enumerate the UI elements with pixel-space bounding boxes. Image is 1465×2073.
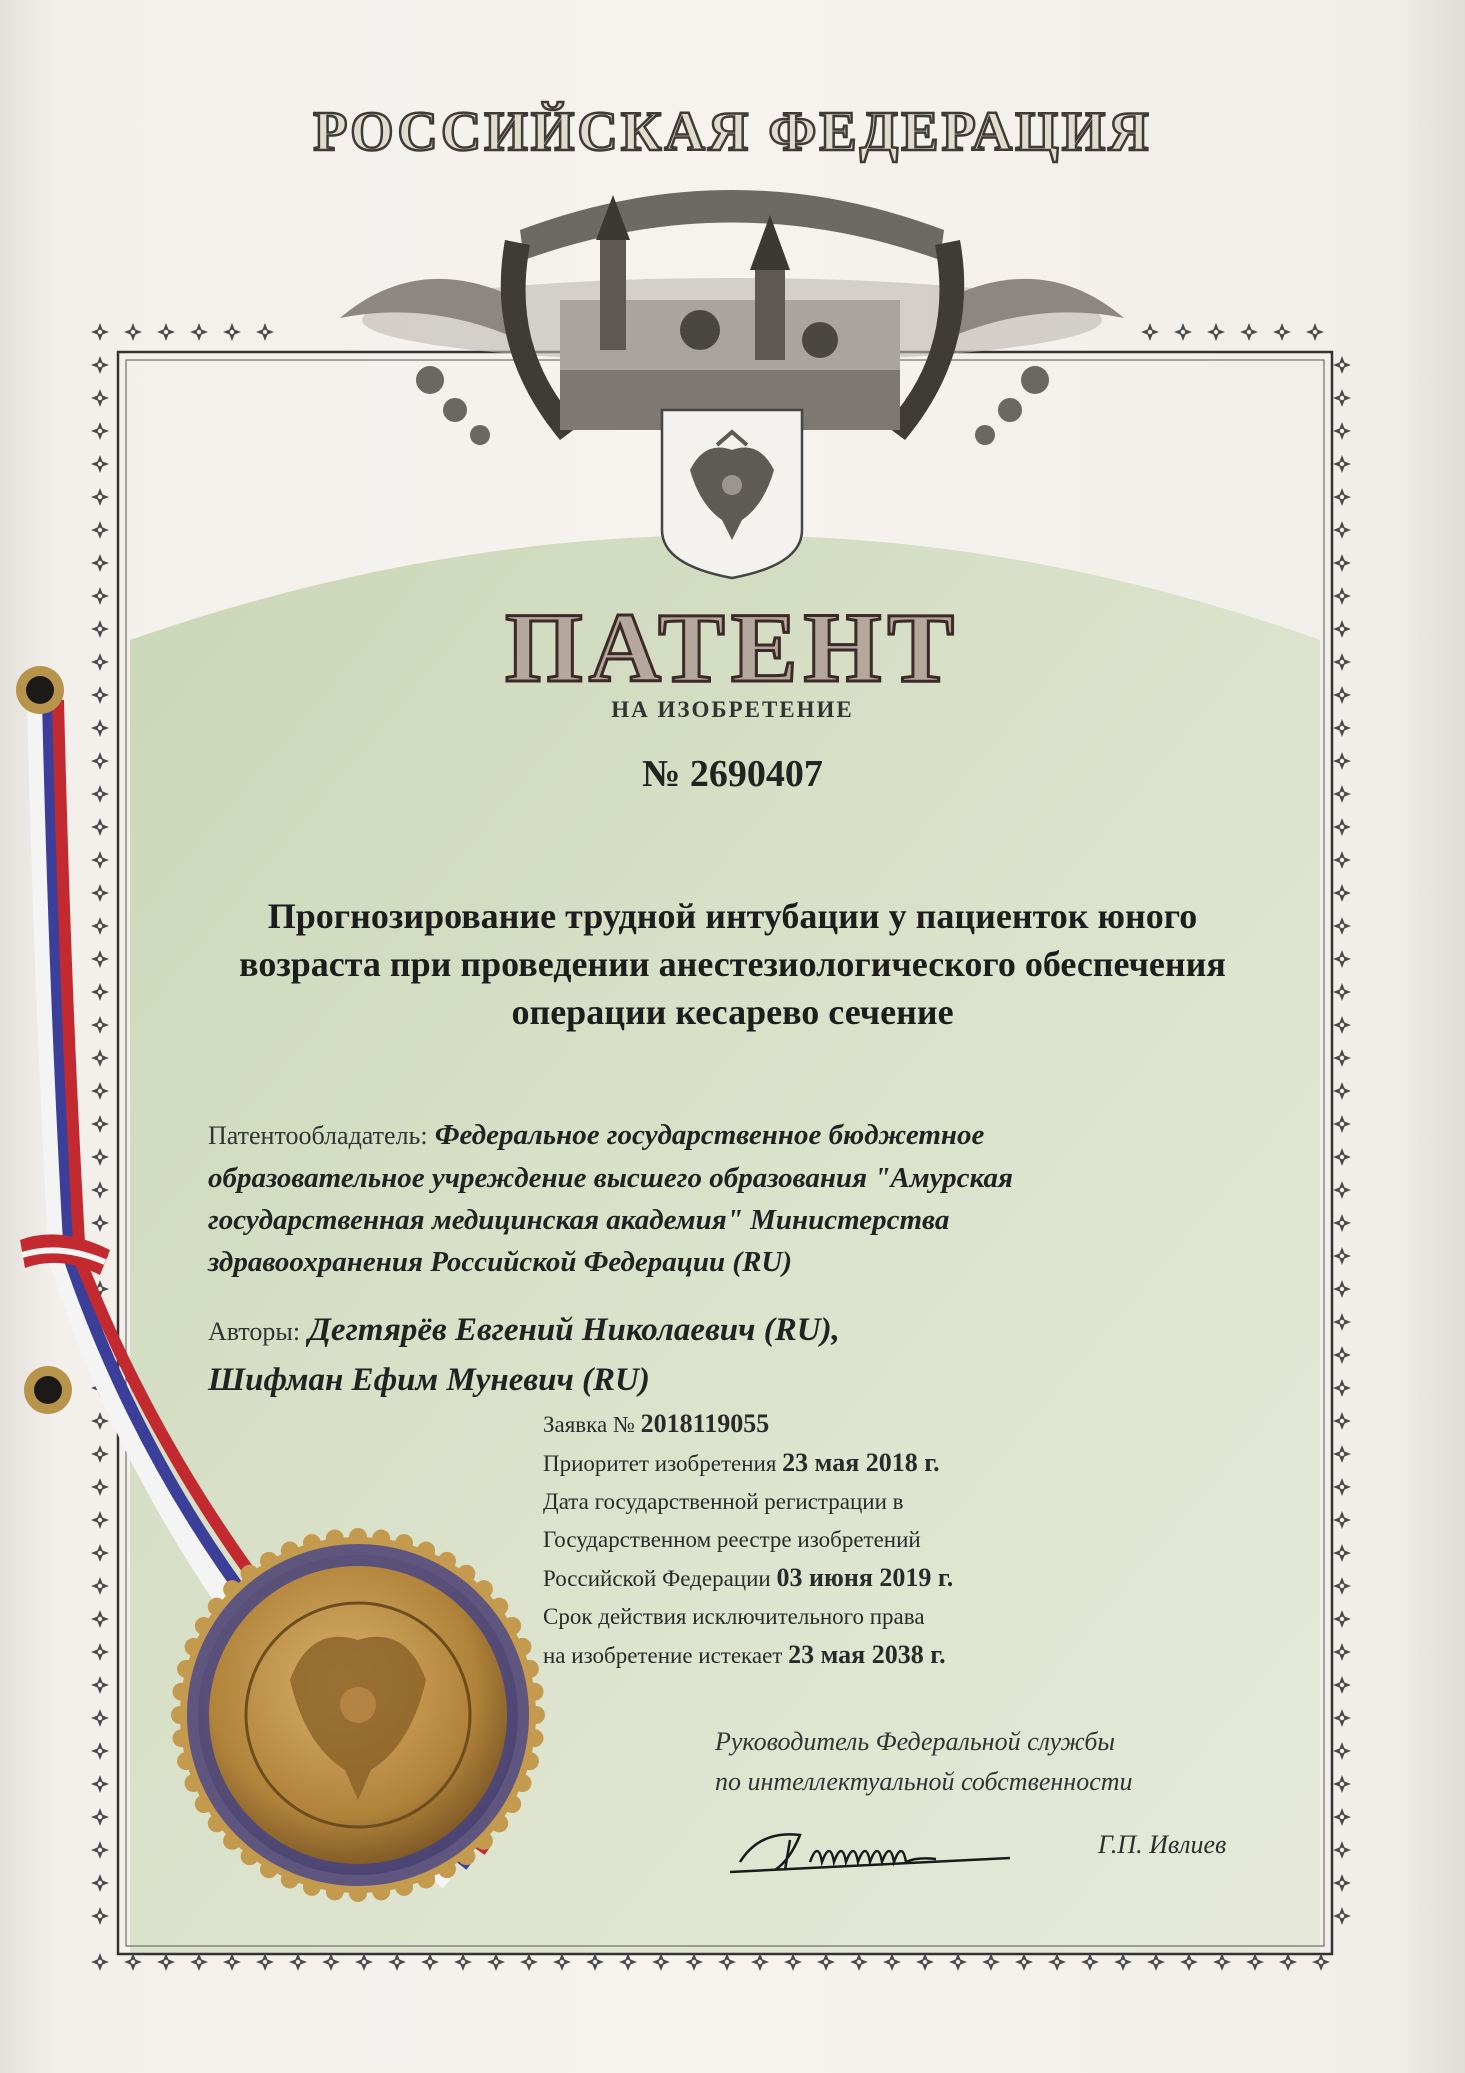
border-star — [91, 1610, 109, 1628]
border-star — [91, 488, 109, 506]
border-star — [1333, 1874, 1351, 1892]
signatory-position — [715, 1722, 1215, 1802]
border-star — [1333, 488, 1351, 506]
border-star — [223, 323, 241, 341]
invention-title-line: возраста при проведении анестезиологического обеспечения — [239, 944, 1226, 984]
seal-edge-tooth — [525, 1729, 543, 1747]
border-star — [949, 1953, 967, 1971]
seal-edge-tooth — [171, 1706, 189, 1724]
border-star — [256, 323, 274, 341]
border-star — [487, 1953, 505, 1971]
seal-edge-tooth — [173, 1683, 191, 1701]
border-star — [1141, 323, 1159, 341]
seal-edge-tooth — [349, 1528, 367, 1546]
border-star — [1333, 1082, 1351, 1100]
border-star — [91, 1478, 109, 1496]
seal-edge-tooth — [525, 1683, 543, 1701]
border-star — [91, 950, 109, 968]
border-star — [91, 884, 109, 902]
border-star — [1333, 1016, 1351, 1034]
application-number: 2018119055 — [640, 1409, 770, 1438]
border-star — [1333, 455, 1351, 473]
border-star — [91, 422, 109, 440]
registration-text: Дата государственной регистрации в — [543, 1489, 904, 1514]
border-star — [91, 554, 109, 572]
border-star — [91, 1082, 109, 1100]
border-star — [1333, 1511, 1351, 1529]
border-star — [1333, 1643, 1351, 1661]
seal-icon — [171, 1528, 545, 1902]
border-star — [850, 1953, 868, 1971]
border-star — [1333, 1544, 1351, 1562]
border-star — [91, 983, 109, 1001]
holder-label: Патентообладатель: — [208, 1121, 428, 1150]
border-star — [718, 1953, 736, 1971]
border-star — [1333, 1214, 1351, 1232]
registration-text: Государственном реестре изобретений — [543, 1527, 921, 1552]
border-star — [157, 323, 175, 341]
border-star — [916, 1953, 934, 1971]
border-star — [91, 1808, 109, 1826]
border-star — [157, 1953, 175, 1971]
border-star — [520, 1953, 538, 1971]
document-type: ПАТЕНТ — [504, 592, 961, 703]
border-star — [1333, 1742, 1351, 1760]
seal-edge-tooth — [372, 1530, 390, 1548]
border-star — [1333, 818, 1351, 836]
border-star — [91, 1643, 109, 1661]
seal-edge-tooth — [173, 1729, 191, 1747]
border-star — [388, 1953, 406, 1971]
border-star — [751, 1953, 769, 1971]
border-star — [190, 1953, 208, 1971]
border-star — [91, 1874, 109, 1892]
border-star — [91, 455, 109, 473]
border-star — [1333, 1148, 1351, 1166]
border-star — [91, 356, 109, 374]
border-star — [1333, 884, 1351, 902]
border-star — [91, 1016, 109, 1034]
border-star — [1333, 1379, 1351, 1397]
border-star — [91, 1841, 109, 1859]
border-star — [91, 521, 109, 539]
border-star — [91, 323, 109, 341]
border-star — [883, 1953, 901, 1971]
seal-edge-tooth — [349, 1884, 367, 1902]
border-star — [1081, 1953, 1099, 1971]
border-star — [1333, 422, 1351, 440]
border-star — [1333, 1247, 1351, 1265]
border-star — [1333, 1478, 1351, 1496]
border-star — [91, 1577, 109, 1595]
signatory-position-line: по интеллектуальной собственности — [715, 1767, 1133, 1796]
border-star — [421, 1953, 439, 1971]
seal-edge-tooth — [372, 1882, 390, 1900]
border-star — [1114, 1953, 1132, 1971]
term-text: на изобретение истекает — [543, 1643, 783, 1668]
border-star — [1333, 1049, 1351, 1067]
authors — [208, 1306, 1208, 1404]
border-star — [1333, 1709, 1351, 1727]
border-star — [91, 917, 109, 935]
border-star — [223, 1953, 241, 1971]
border-star — [256, 1953, 274, 1971]
holder-name-line: государственная медицинская академия" Министерства — [208, 1204, 950, 1236]
double-headed-eagle-coat-of-arms-icon — [662, 410, 802, 578]
border-star — [91, 1445, 109, 1463]
border-star — [91, 1412, 109, 1430]
registration-date: 03 июня 2019 г. — [776, 1563, 954, 1592]
border-star — [1213, 1953, 1231, 1971]
border-star — [1240, 323, 1258, 341]
border-star — [1306, 323, 1324, 341]
border-star — [91, 1742, 109, 1760]
border-star — [1333, 1313, 1351, 1331]
border-star — [619, 1953, 637, 1971]
border-star — [586, 1953, 604, 1971]
country-name: РОССИЙСКАЯ ФЕДЕРАЦИЯ — [313, 101, 1152, 163]
border-star — [817, 1953, 835, 1971]
holder-name-line: образовательное учреждение высшего образования "Амурская — [208, 1162, 1013, 1194]
border-star — [1180, 1953, 1198, 1971]
border-star — [124, 323, 142, 341]
signatory-position-line: Руководитель Федеральной службы — [715, 1727, 1116, 1756]
priority-label: Приоритет изобретения — [543, 1451, 777, 1476]
border-star — [1333, 521, 1351, 539]
application-label: Заявка № — [543, 1412, 635, 1437]
border-star — [322, 1953, 340, 1971]
border-star — [91, 1214, 109, 1232]
seal-edge-tooth — [527, 1706, 545, 1724]
border-star — [1333, 917, 1351, 935]
border-star — [1333, 851, 1351, 869]
border-star — [454, 1953, 472, 1971]
border-star — [91, 1511, 109, 1529]
border-star — [91, 818, 109, 836]
border-star — [91, 1181, 109, 1199]
patent-number: № 2690407 — [642, 753, 823, 795]
border-star — [1246, 1953, 1264, 1971]
border-star — [652, 1953, 670, 1971]
border-star — [553, 1953, 571, 1971]
border-star — [1333, 950, 1351, 968]
border-star — [355, 1953, 373, 1971]
border-star — [1207, 323, 1225, 341]
seal-edge-tooth — [326, 1882, 344, 1900]
border-star — [1015, 1953, 1033, 1971]
border-star — [1333, 1577, 1351, 1595]
border-star — [784, 1953, 802, 1971]
border-star — [289, 1953, 307, 1971]
border-star — [1333, 1907, 1351, 1925]
border-star — [124, 1953, 142, 1971]
border-star — [1333, 1676, 1351, 1694]
border-star — [1333, 356, 1351, 374]
border-star — [1333, 1610, 1351, 1628]
border-star — [91, 851, 109, 869]
expiry-date: 23 мая 2038 г. — [788, 1640, 946, 1669]
border-star — [1333, 1445, 1351, 1463]
border-star — [1333, 389, 1351, 407]
border-star — [91, 389, 109, 407]
border-star — [91, 1775, 109, 1793]
authors-label: Авторы: — [208, 1317, 301, 1346]
border-star — [91, 1953, 109, 1971]
border-star — [1333, 1808, 1351, 1826]
kremlin-wreath-emblem-icon — [340, 190, 1124, 445]
invention-title — [190, 892, 1275, 1036]
border-star — [1333, 1280, 1351, 1298]
document-subtitle: НА ИЗОБРЕТЕНИЕ — [611, 697, 854, 722]
border-star — [1048, 1953, 1066, 1971]
border-star — [91, 1148, 109, 1166]
border-star — [190, 323, 208, 341]
border-star — [91, 1544, 109, 1562]
border-star — [91, 1049, 109, 1067]
border-star — [1279, 1953, 1297, 1971]
signatory-name: Г.П. Ивлиев — [1098, 1830, 1227, 1859]
border-star — [1333, 1115, 1351, 1133]
border-star — [1333, 1412, 1351, 1430]
registration-details — [543, 1405, 1163, 1675]
holder-name-line: здравоохранения Российской Федерации (RU) — [208, 1246, 793, 1278]
border-star — [91, 1115, 109, 1133]
border-star — [91, 1907, 109, 1925]
author-name: Шифман Ефим Муневич (RU) — [208, 1362, 650, 1398]
border-star — [91, 1709, 109, 1727]
border-star — [91, 1676, 109, 1694]
priority-date: 23 мая 2018 г. — [782, 1448, 940, 1477]
border-star — [1333, 983, 1351, 1001]
border-star — [1333, 1346, 1351, 1364]
border-star — [1333, 1841, 1351, 1859]
invention-title-line: Прогнозирование трудной интубации у пациенток юного — [267, 896, 1198, 936]
border-star — [1333, 1181, 1351, 1199]
border-star — [1273, 323, 1291, 341]
border-star — [1333, 554, 1351, 572]
border-star — [1174, 323, 1192, 341]
seal-edge-tooth — [326, 1530, 344, 1548]
invention-title-line: операции кесарево сечение — [511, 992, 954, 1032]
border-star — [1312, 1953, 1330, 1971]
border-star — [982, 1953, 1000, 1971]
patent-holder — [208, 1114, 1208, 1283]
holder-name-line: Федеральное государственное бюджетное — [434, 1119, 985, 1151]
registration-text: Российской Федерации — [543, 1566, 771, 1591]
author-name: Дегтярёв Евгений Николаевич (RU), — [308, 1312, 840, 1348]
border-star — [1147, 1953, 1165, 1971]
border-star — [1333, 1775, 1351, 1793]
term-text: Срок действия исключительного права — [543, 1604, 925, 1629]
border-star — [685, 1953, 703, 1971]
